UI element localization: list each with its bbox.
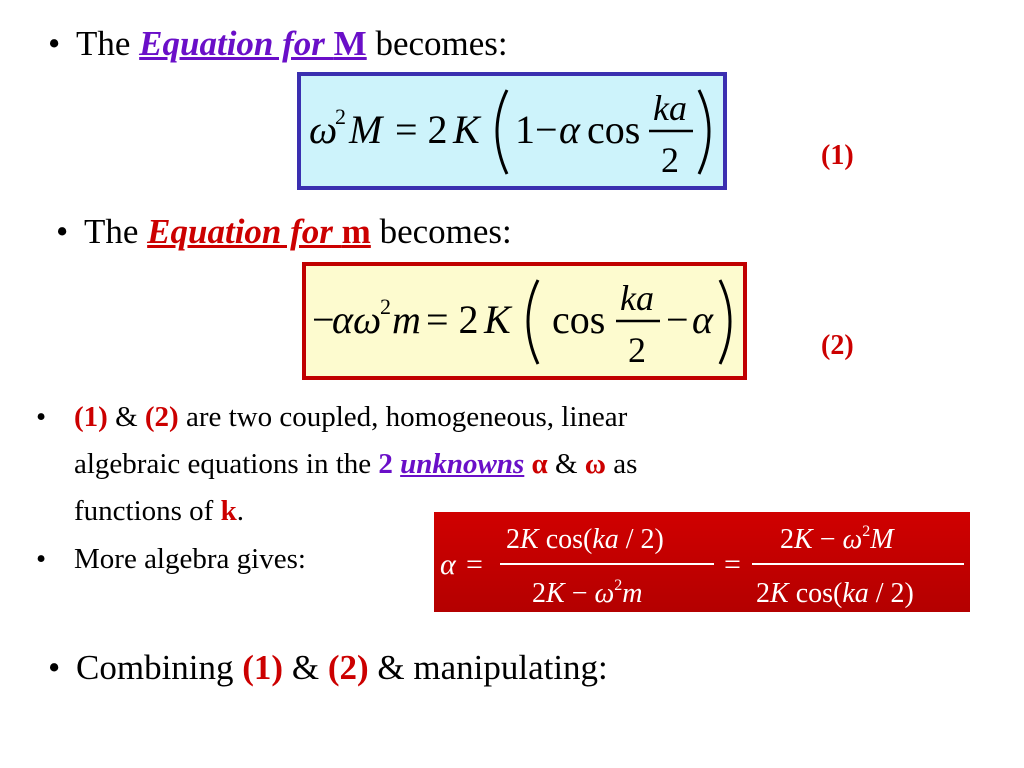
two-count: 2 — [378, 448, 393, 480]
bullet-dot: • — [36, 543, 47, 575]
combining-prefix: Combining — [76, 648, 243, 687]
eq1-omega: ω — [309, 107, 338, 152]
equation-3-box — [434, 512, 970, 612]
eq1-equals: = 2 — [395, 107, 448, 152]
eq2-m: m — [392, 297, 421, 342]
equation-2-box — [302, 262, 747, 380]
equation-1-number: (1) — [821, 140, 854, 171]
para-text-line3: functions of — [74, 495, 221, 527]
eq2-left-paren — [528, 280, 538, 364]
bullet-combining — [48, 648, 608, 688]
combining-suffix: & manipulating: — [368, 648, 608, 687]
eq2-frac-den: 2 — [628, 330, 646, 370]
eq2-alpha2: α — [692, 297, 713, 342]
bullet-text-prefix: The — [76, 24, 140, 63]
amp: & — [283, 648, 328, 687]
more-algebra-text: More algebra gives: — [74, 543, 306, 575]
bullet-equation-for-M — [48, 24, 508, 64]
period: . — [236, 495, 244, 527]
eq3-f2-num: $2K - \omega^2M$ — [780, 523, 894, 555]
amp2: & — [547, 448, 585, 480]
eq1-frac-num: ka — [653, 88, 687, 128]
para-text-line1: are two coupled, homogeneous, linear — [178, 401, 628, 433]
ref-eq1: (1) — [242, 648, 284, 687]
eq2-K: K — [484, 297, 511, 342]
eq3-f1-den: $2K - \omega^2m$ — [532, 577, 643, 609]
bullet-text-suffix: becomes: — [370, 212, 512, 251]
para-text-line2: algebraic equations in the — [74, 448, 379, 480]
eq1-one: 1− — [515, 107, 558, 152]
variable-m: m — [341, 212, 371, 251]
unknowns-label: unknowns — [400, 448, 525, 480]
eq2-equals: = 2 — [426, 297, 479, 342]
eq3-equals2: = — [724, 548, 741, 581]
amp: & — [107, 401, 145, 433]
bullet-dot: • — [48, 648, 61, 687]
eq1-cos: cos — [587, 107, 641, 152]
equation-1-formula — [301, 76, 723, 186]
equation-for-label: Equation for — [147, 212, 342, 251]
eq1-right-paren — [699, 90, 709, 174]
ref-eq1: (1) — [74, 401, 108, 433]
eq1-alpha: α — [559, 107, 580, 152]
alpha-symbol: α — [531, 448, 548, 480]
eq1-M: M — [349, 107, 383, 152]
bullet-dot: • — [48, 24, 61, 63]
equation-3-formula — [434, 512, 970, 612]
ref-eq2: (2) — [144, 401, 179, 433]
eq3-f1-num: 2K cos(ka / 2) — [506, 524, 664, 555]
bullet-more-algebra — [36, 536, 306, 583]
eq2-omega-sq: 2 — [380, 294, 391, 319]
eq2-alpha-omega: αω — [332, 297, 382, 342]
bullet-dot: • — [56, 212, 69, 251]
equation-for-label: Equation for — [139, 24, 334, 63]
bullet-text-prefix: The — [84, 212, 148, 251]
eq3-equals1: = — [466, 548, 483, 581]
variable-M: M — [333, 24, 367, 63]
eq2-minus2: − — [666, 297, 689, 342]
eq1-frac-den: 2 — [661, 140, 679, 180]
eq3-alpha: α — [440, 548, 456, 581]
eq1-K: K — [453, 107, 480, 152]
equation-2-formula — [306, 266, 743, 376]
bullet-text-suffix: becomes: — [366, 24, 508, 63]
eq2-minus: − — [312, 297, 335, 342]
as-text: as — [606, 448, 638, 480]
omega-symbol: ω — [584, 448, 606, 480]
equation-2-number: (2) — [821, 330, 854, 361]
eq2-frac-num: ka — [620, 278, 654, 318]
ref-eq2: (2) — [327, 648, 369, 687]
bullet-equation-for-m — [56, 212, 512, 252]
eq3-f2-den: 2K cos(ka / 2) — [756, 578, 914, 609]
eq1-omega-sq: 2 — [335, 104, 346, 129]
equation-1-box — [297, 72, 727, 190]
eq2-cos: cos — [552, 297, 606, 342]
bullet-dot: • — [36, 401, 47, 433]
k-variable: k — [220, 495, 237, 527]
eq1-left-paren — [497, 90, 507, 174]
eq2-right-paren — [720, 280, 730, 364]
